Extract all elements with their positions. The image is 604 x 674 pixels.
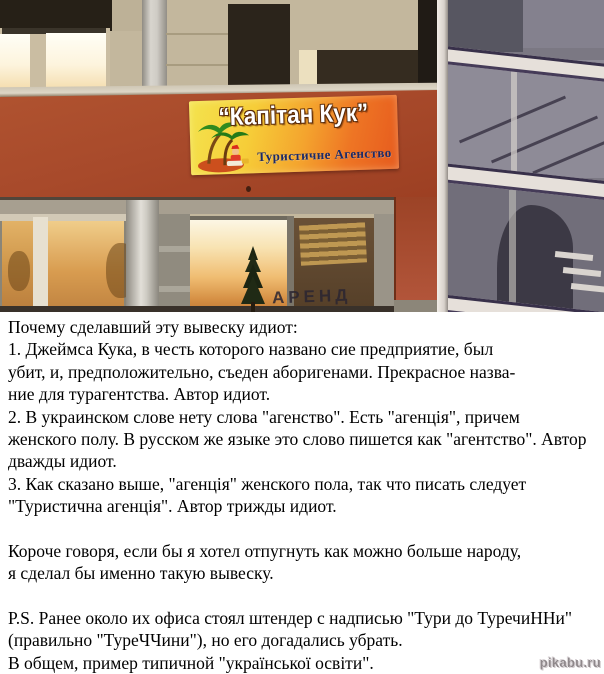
soffit-strip <box>0 197 437 214</box>
left-reflective-window <box>0 214 127 312</box>
window-frame <box>33 217 48 312</box>
wall-panel-line <box>166 64 228 66</box>
text-line: В общем, пример типичной "української освіти". <box>8 652 374 673</box>
tree-reflection <box>8 251 30 291</box>
text-line: 3. Как сказано выше, "агенція" женского пола, так что писать следует <box>8 473 527 494</box>
shadowed-corner <box>418 0 437 88</box>
bright-wall-slice <box>299 50 317 88</box>
sign-title: “Капітан Кук” <box>218 98 369 132</box>
photo-building-facade <box>0 0 604 312</box>
arenda-window-sign: АРЕНД <box>271 285 352 308</box>
text-line: убит, и, предположительно, съеден аборигенами. Прекрасное назва- <box>8 361 516 382</box>
text-line: 2. В украинском слове нету слова "агенство". Есть "агенція", причем <box>8 406 520 427</box>
window-mullion <box>509 190 516 312</box>
upper-window-strip <box>0 0 112 31</box>
text-line: я сделал бы именно такую вывеску. <box>8 563 274 584</box>
wall-joint <box>159 246 190 252</box>
text-line: Короче говоря, если бы я хотел отпугнуть как можно больше народу, <box>8 540 522 561</box>
band-hole <box>246 186 251 192</box>
window-pane <box>0 34 30 90</box>
white-corner-column <box>437 0 448 312</box>
window-frame <box>0 214 127 221</box>
text-line <box>8 585 602 607</box>
travel-agency-sign <box>189 95 399 175</box>
wall-section <box>159 214 190 312</box>
conifer-tree-icon <box>238 246 268 312</box>
wall-under-column <box>394 300 437 312</box>
window-pane-sunset <box>48 221 124 312</box>
sunlit-window-unit <box>0 28 110 94</box>
wall-section <box>374 214 394 312</box>
right-building <box>437 0 604 312</box>
wall-joint <box>159 286 190 292</box>
wall-panel-line <box>166 33 228 35</box>
window-pane <box>46 33 106 91</box>
text-line: "Туристична агенція". Автор трижды идиот. <box>8 496 337 517</box>
text-line: дважды идиот. <box>8 451 117 472</box>
sign-subtitle: Туристичне Агенство <box>257 144 392 165</box>
glass-panel <box>523 0 604 48</box>
commentary-text <box>0 312 604 674</box>
golden-blinds <box>299 222 367 265</box>
text-line: 1. Джеймса Кука, в честь которого названо сие предприятие, был <box>8 339 494 360</box>
window-mullion <box>511 58 517 180</box>
entrance-column <box>126 200 159 312</box>
text-line: Почему сделавший эту вывеску идиот: <box>8 317 298 337</box>
facade-column <box>142 0 167 99</box>
ground-floor <box>0 197 437 312</box>
glass-panel <box>448 0 523 52</box>
watermark: pikabu.ru <box>539 655 601 670</box>
text-line: женского полу. В русском же языке это слово пишется как "агентство". Автор <box>8 428 587 449</box>
dark-window-opening <box>228 4 290 88</box>
text-line: P.S. Ранее около их офиса стоял штендер с надписью "Тури до ТуречиННи" <box>8 608 572 629</box>
window-pane-sunset <box>2 221 33 312</box>
text-line: (правильно "ТуреЧЧини"), но его догадались убрать. <box>8 630 403 651</box>
upper-window-mullion <box>112 0 142 31</box>
text-line: ние для турагентства. Автор идиот. <box>8 384 271 405</box>
text-line <box>8 518 602 540</box>
red-corner-column <box>394 197 437 300</box>
